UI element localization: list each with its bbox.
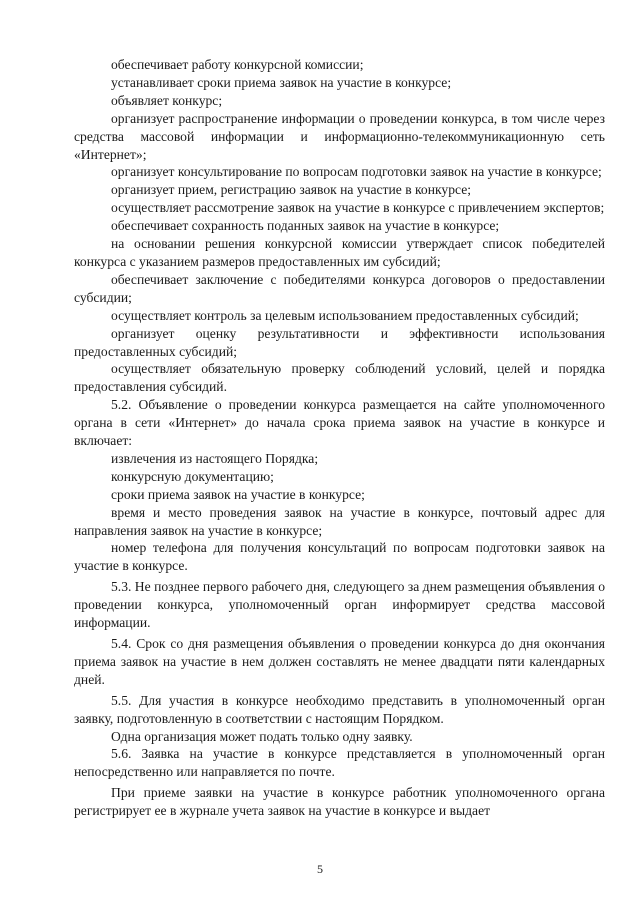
paragraph: номер телефона для получения консультаций по вопросам подготовки заявок на участие в конкурсе. <box>74 540 605 574</box>
paragraph: организует распространение информации о проведении конкурса, в том числе через средства массовой информации и информационно-телекоммуникационную сеть «Интернет»; <box>74 110 605 162</box>
page-number: 5 <box>317 862 323 876</box>
paragraph: осуществляет контроль за целевым использованием предоставленных субсидий; <box>111 307 579 323</box>
paragraph: организует консультирование по вопросам подготовки заявок на участие в конкурсе; <box>111 164 602 180</box>
paragraph: организует оценку результативности и эффективности использования предоставленных субсидий; <box>74 325 605 359</box>
paragraph: осуществляет обязательную проверку соблюдений условий, целей и порядка предоставления субсидий. <box>74 361 605 395</box>
paragraph: конкурсную документацию; <box>111 468 274 484</box>
paragraph: обеспечивает сохранность поданных заявок на участие в конкурсе; <box>111 218 500 234</box>
document-body <box>74 56 605 820</box>
section-5-3: 5.3. Не позднее первого рабочего дня, следующего за днем размещения объявления о проведении конкурса, уполномоченный орган информирует средства массовой информации. <box>74 579 605 631</box>
paragraph: осуществляет рассмотрение заявок на участие в конкурсе с привлечением экспертов; <box>111 200 605 216</box>
paragraph: устанавливает сроки приема заявок на участие в конкурсе; <box>111 74 452 90</box>
paragraph: организует прием, регистрацию заявок на участие в конкурсе; <box>111 182 472 198</box>
paragraph: Одна организация может подать только одну заявку. <box>111 728 413 744</box>
paragraph: объявляет конкурс; <box>111 92 223 108</box>
paragraph: на основании решения конкурсной комиссии утверждает список победителей конкурса с указанием размеров предоставленных им субсидий; <box>74 236 605 269</box>
paragraph: обеспечивает заключение с победителями конкурса договоров о предоставлении субсидии; <box>74 271 605 305</box>
paragraph: время и место проведения заявок на участие в конкурсе, почтовый адрес для направления заявок на участие в конкурсе; <box>74 504 605 538</box>
paragraph: извлечения из настоящего Порядка; <box>111 450 319 466</box>
paragraph: обеспечивает работу конкурсной комиссии; <box>111 57 364 72</box>
section-5-6: 5.6. Заявка на участие в конкурсе представляется в уполномоченный орган непосредственно или направляется по почте. <box>74 746 605 780</box>
paragraph: При приеме заявки на участие в конкурсе работник уполномоченного органа регистрирует ее в журнале учета заявок на участие в конкурсе и выдает <box>74 785 605 819</box>
section-5-2: 5.2. Объявление о проведении конкурса размещается на сайте уполномоченного органа в сети «Интернет» до начала срока приема заявок на участие в конкурсе и включает: <box>74 397 605 449</box>
section-5-4: 5.4. Срок со дня размещения объявления о проведении конкурса до дня окончания приема заявок на участие в нем должен составлять не менее двадцати пяти календарных дней. <box>74 636 605 687</box>
section-5-5: 5.5. Для участия в конкурсе необходимо представить в уполномоченный орган заявку, подготовленную в соответствии с настоящим Порядком. <box>74 692 605 726</box>
paragraph: сроки приема заявок на участие в конкурсе; <box>111 486 365 502</box>
